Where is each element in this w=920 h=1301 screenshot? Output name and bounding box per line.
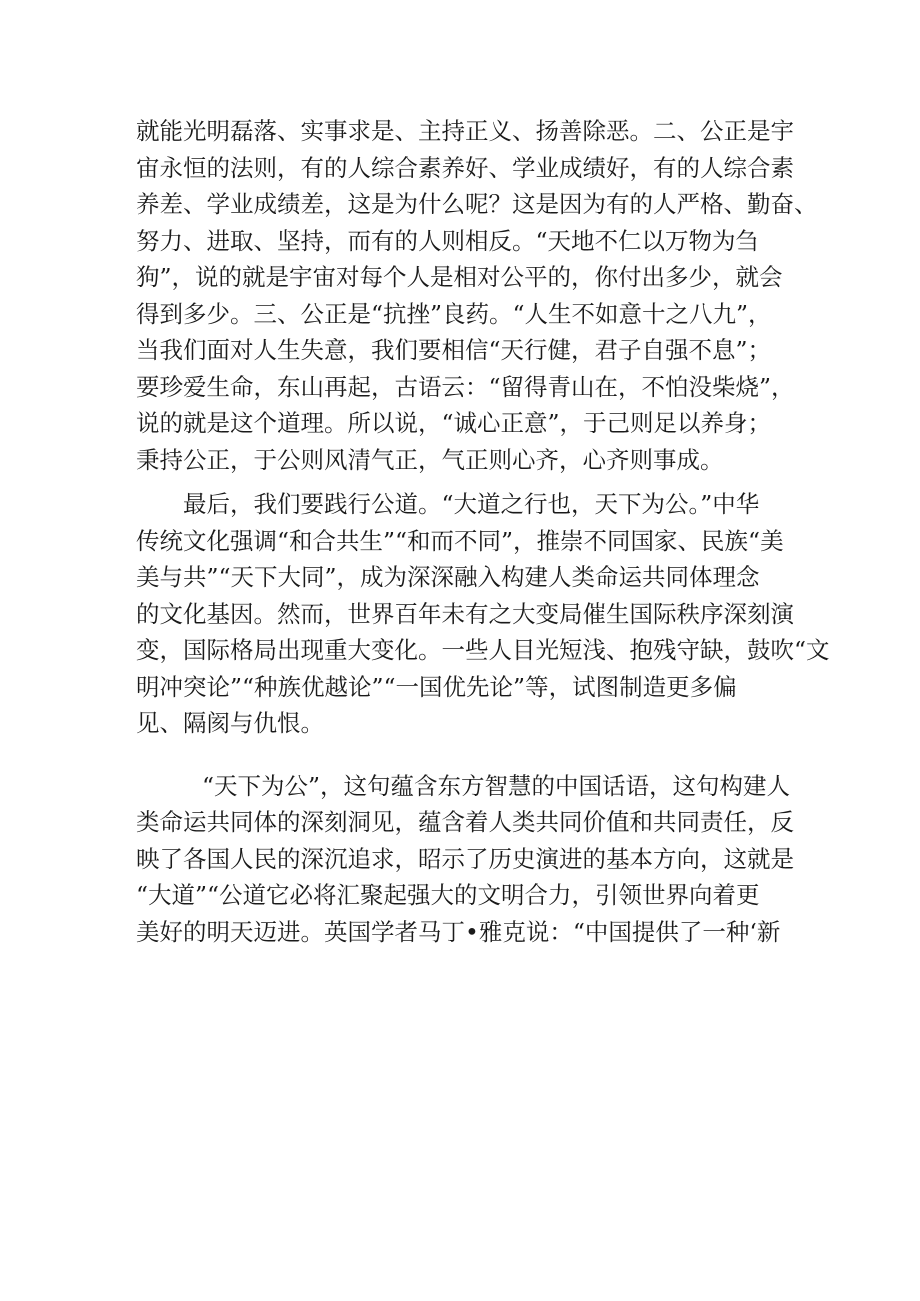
text-line: 美好的明天迈进。英国学者马丁•雅克说：“中国提供了一种‘新	[136, 917, 781, 946]
text-line: 最后，我们要践行公道。“大道之行也，天下为公。”中华	[183, 490, 760, 518]
text-line: 美与共”“天下大同”，成为深深融入构建人类命运共同体理念	[136, 563, 760, 591]
text-line: 宙永恒的法则，有的人综合素养好、学业成绩好，有的人综合素	[136, 153, 794, 182]
text-line: 就能光明磊落、实事求是、主持正义、扬善除恶。二、公正是宇	[136, 117, 794, 145]
paragraph-2	[136, 486, 830, 742]
text-line: 见、隔阂与仇恨。	[136, 709, 324, 737]
text-line: 类命运共同体的深刻洞见，蕴含着人类共同价值和共同责任，反	[136, 808, 794, 836]
text-line: “大道”“公道它必将汇聚起强大的文明合力，引领世界向着更	[136, 881, 760, 909]
text-line: 得到多少。三、公正是“抗挫”良药。“人生不如意十之八九”，	[136, 299, 772, 328]
text-line: 养差、学业成绩差，这是为什么呢？这是因为有的人严格、勤奋、	[136, 190, 818, 218]
text-line: 映了各国人民的深沉追求，昭示了历史演进的基本方向，这就是	[136, 844, 794, 873]
paragraph-3	[136, 768, 816, 951]
text-line: 秉持公正，于公则风清气正，气正则心齐，心齐则事成。	[136, 445, 724, 474]
text-line: 当我们面对人生失意，我们要相信“天行健，君子自强不息”；	[136, 336, 772, 364]
text-line: “天下为公”，这句蕴含东方智慧的中国话语，这句构建人	[202, 771, 791, 800]
text-line: 明冲突论”“种族优越论”“一国优先论”等，试图制造更多偏	[136, 672, 737, 701]
text-line: 要珍爱生命，东山再起，古语云：“留得青山在，不怕没柴烧”，	[136, 372, 795, 401]
text-line: 的文化基因。然而，世界百年未有之大变局催生国际秩序深刻演	[136, 599, 794, 628]
paragraph-1	[136, 113, 816, 478]
text-line: 狗”，说的就是宇宙对每个人是相对公平的，你付出多少，就会	[136, 263, 783, 291]
text-line: 变，国际格局出现重大变化。一些人目光短浅、抱残守缺，鼓吹“文	[136, 636, 830, 664]
text-line: 努力、进取、坚持，而有的人则相反。“天地不仁以万物为刍	[136, 226, 760, 255]
text-line: 传统文化强调“和合共生”“和而不同”，推崇不同国家、民族“美	[136, 526, 784, 555]
document-body	[136, 113, 830, 950]
text-line: 说的就是这个道理。所以说，“诚心正意”，于己则足以养身；	[136, 409, 772, 437]
